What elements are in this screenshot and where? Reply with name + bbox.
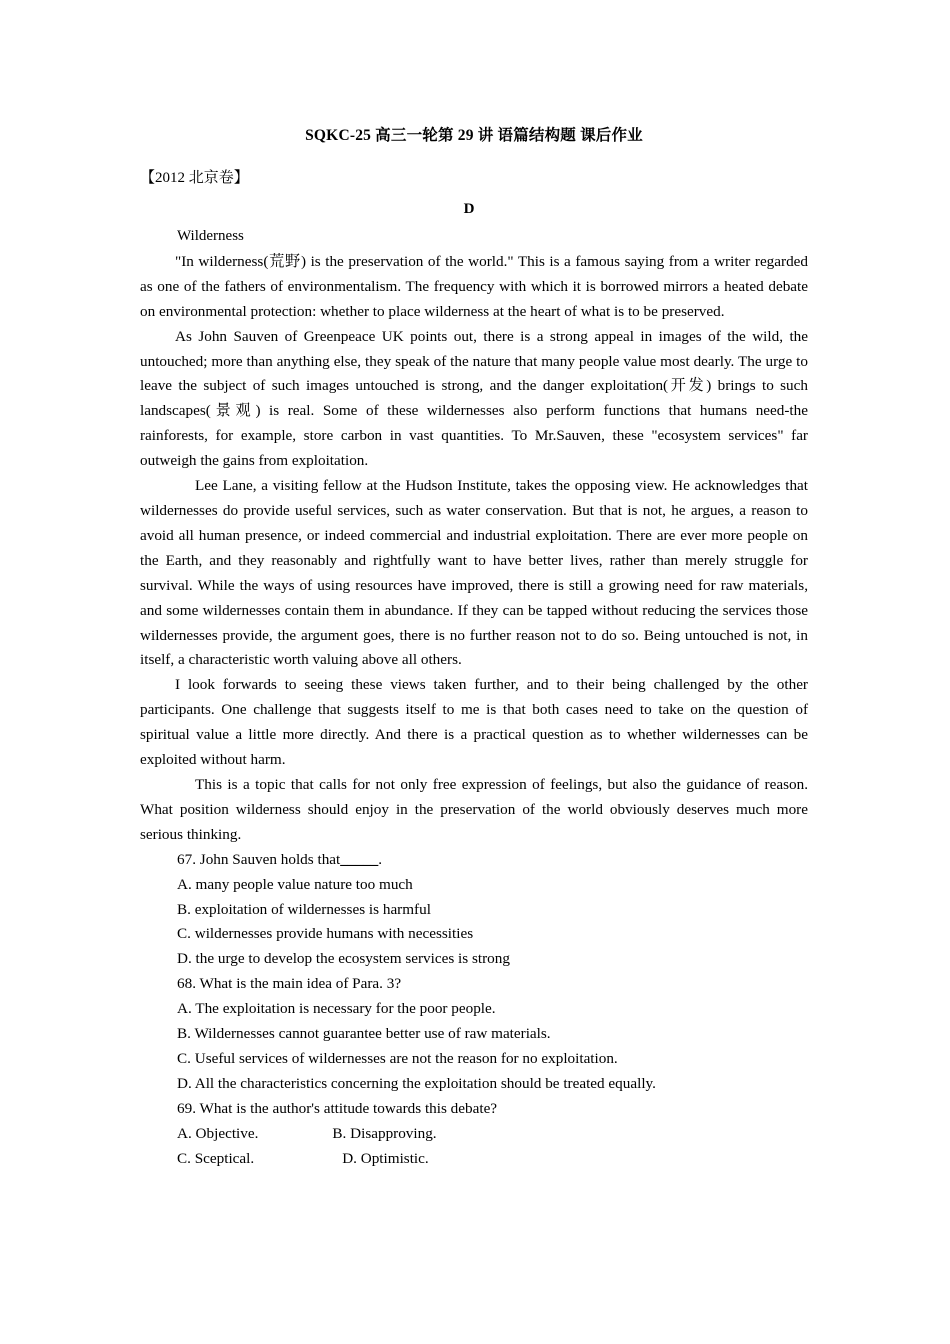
section-letter-heading: D xyxy=(463,200,475,217)
passage-paragraph: I look forwards to seeing these views taken further, and to their being challenged by the other participants. One challenge that suggests itself to me is that both cases need to take on the question of spiritual value a little more directly. And there is a practical question as to whether wildernesses can be exploited without harm. xyxy=(140,676,808,769)
questions-section xyxy=(140,848,808,1172)
passage-paragraph: Lee Lane, a visiting fellow at the Hudson Institute, takes the opposing view. He acknowledges that wildernesses do provide useful services, such as water conservation. But that is not, he argues, a reason to avoid all human presence, or indeed commercial and industrial exploitation. There are ever more people on the Earth, and they reasonably and rightfully want to have better lives, rather than merely struggle for survival. While the ways of using resources have improved, there is still a growing need for raw materials, and some wildernesses contain them in abundance. If they can be tapped without reducing the services those wildernesses provide, the argument goes, there is no further reason not to do so. Being untouched is not, in itself, a characteristic worth valuing above all others. xyxy=(140,477,808,669)
question-69-options-row-1 xyxy=(140,1122,808,1147)
question-68-option-d[interactable]: D. All the characteristics concerning the exploitation should be treated equally. xyxy=(177,1074,656,1092)
question-69-stem: 69. What is the author's attitude towards this debate? xyxy=(177,1099,498,1117)
source-tag: 【2012 北京卷】 xyxy=(140,170,249,187)
page-title: SQKC-25 高三一轮第 29 讲 语篇结构题 课后作业 xyxy=(305,127,643,144)
question-69-option-c[interactable]: C. Sceptical. xyxy=(177,1149,255,1167)
document-content xyxy=(140,0,808,1171)
question-67-option-d[interactable]: D. the urge to develop the ecosystem services is strong xyxy=(177,950,510,968)
passage-paragraph: This is a topic that calls for not only free expression of feelings, but also the guidance of reason. What position wilderness should enjoy in the preservation of the world obviously deserves much more serious thinking. xyxy=(140,775,808,843)
question-67-stem-period: . xyxy=(378,850,383,868)
question-67-stem xyxy=(140,848,808,873)
passage-title: Wilderness xyxy=(177,228,244,245)
question-69-options-row-2 xyxy=(140,1147,808,1172)
question-68-option-a[interactable]: A. The exploitation is necessary for the poor people. xyxy=(177,1000,496,1018)
question-68-option-b[interactable]: B. Wildernesses cannot guarantee better use of raw materials. xyxy=(177,1025,551,1043)
question-68-option-c[interactable]: C. Useful services of wildernesses are not the reason for no exploitation. xyxy=(177,1049,618,1067)
question-67-stem-text: 67. John Sauven holds that xyxy=(177,850,341,868)
passage-paragraph: "In wilderness(荒野) is the preservation of the world." This is a famous saying from a writer regarded as one of the fathers of environmentalism. The frequency with which it is borrowed mirrors a heated debate on environmental protection: whether to place wilderness at the heart of what is to be preserved. xyxy=(140,252,808,320)
passage-paragraph: As John Sauven of Greenpeace UK points out, there is a strong appeal in images of the wild, the untouched; more than anything else, they speak of the nature that many people value most dearly. The urge to leave the subject of such images untouched is strong, and the danger exploitation(开发) brings to such landscapes(景观) is real. Some of these wildernesses also perform functions that humans need-the rainforests, for example, store carbon in vast quantities. To Mr.Sauven, these "ecosystem services" far outweigh the gains from exploitation. xyxy=(140,327,808,470)
question-67-answer-blank[interactable]: _____ xyxy=(340,850,379,868)
question-67-option-a[interactable]: A. many people value nature too much xyxy=(177,875,413,893)
question-69-option-a[interactable]: A. Objective. xyxy=(177,1124,259,1142)
question-67-option-b[interactable]: B. exploitation of wildernesses is harmful xyxy=(177,900,431,918)
question-69-option-b[interactable]: B. Disapproving. xyxy=(332,1124,437,1142)
question-68-stem: 68. What is the main idea of Para. 3? xyxy=(177,975,402,993)
question-69-option-d[interactable]: D. Optimistic. xyxy=(342,1149,429,1167)
question-67-option-c[interactable]: C. wildernesses provide humans with necessities xyxy=(177,925,474,943)
